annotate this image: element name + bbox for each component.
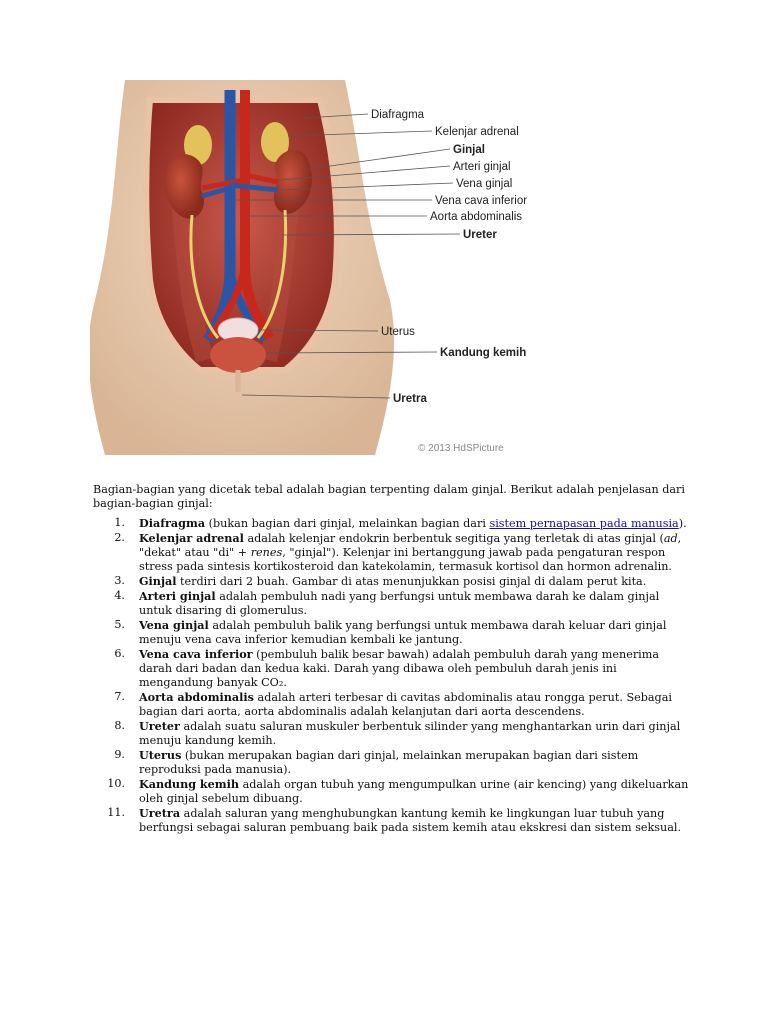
respiratory-system-link[interactable]: sistem pernapasan pada manusia: [489, 517, 679, 530]
label-vena-ginjal: Vena ginjal: [456, 178, 513, 190]
list-item: 3. Ginjal terdiri dari 2 buah. Gambar di atas menunjukkan posisi ginjal di dalam perut kita.: [114, 574, 647, 588]
anatomy-figure: [90, 70, 540, 460]
list-item: 7. Aorta abdominalis adalah arteri terbesar di cavitas abdominalis atau rongga perut. Sebagai bagian dari aorta, aorta abdominalis adalah kelanjutan dari aorta descendens.: [114, 690, 672, 718]
label-ginjal: Ginjal: [453, 144, 485, 156]
list-item: 11. Uretra adalah saluran yang menghubungkan kantung kemih ke lingkungan luar tubuh yang berfungsi sebagai saluran pembuang baik pada sistem kemih atau ekskresi dan sistem seksual.: [107, 806, 682, 834]
parts-list: [93, 516, 693, 835]
intro-paragraph: Bagian-bagian yang dicetak tebal adalah bagian terpenting dalam ginjal. Berikut adalah penjelasan dari bagian-bagian ginjal:: [93, 483, 685, 511]
label-arteri-ginjal: Arteri ginjal: [453, 161, 511, 173]
bladder: [210, 337, 266, 373]
label-vena-cava-inferior: Vena cava inferior: [435, 195, 528, 207]
list-item: 9. Uterus (bukan merupakan bagian dari ginjal, melainkan merupakan bagian dari sistem reproduksi pada manusia).: [114, 748, 639, 776]
label-uterus: Uterus: [381, 326, 415, 338]
list-item: 8. Ureter adalah suatu saluran muskuler berbentuk silinder yang menghantarkan urin dari ginjal menuju kandung kemih.: [114, 719, 681, 747]
list-item: 4. Arteri ginjal adalah pembuluh nadi yang berfungsi untuk membawa darah ke dalam ginjal untuk disaring di glomerulus.: [114, 589, 660, 617]
list-item: 10. Kandung kemih adalah organ tubuh yang mengumpulkan urine (air kencing) yang dikeluarkan oleh ginjal sebelum dibuang.: [107, 777, 689, 805]
label-uretra: Uretra: [393, 393, 427, 405]
copyright-notice: © 2013 HdSPicture: [418, 443, 504, 454]
list-item: 5. Vena ginjal adalah pembuluh balik yang berfungsi untuk membawa darah keluar dari ginjal menuju vena cava inferior kemudian kembali ke jantung.: [114, 618, 667, 646]
list-item: 2. Kelenjar adrenal adalah kelenjar endokrin berbentuk segitiga yang terletak di atas ginjal (ad, "dekat" atau "di" + renes, "ginjal"). Kelenjar ini bertanggung jawab pada pengaturan respon stress pada sintesis kortikosteroid dan katekolamin, termasuk kortisol dan hormon adrenalin.: [114, 531, 682, 573]
list-item: 6. Vena cava inferior (pembuluh balik besar bawah) adalah pembuluh darah yang menerima darah dari badan dan kedua kaki. Darah yang dibawa oleh pembuluh darah jenis ini mengandung banyak CO₂.: [114, 647, 660, 689]
label-diafragma: Diafragma: [371, 109, 425, 121]
list-item: 1. Diafragma (bukan bagian dari ginjal, melainkan bagian dari sistem pernapasan pada manusia).: [114, 516, 687, 530]
label-aorta-abdominalis: Aorta abdominalis: [430, 211, 523, 223]
label-kandung-kemih: Kandung kemih: [440, 347, 527, 359]
label-kelenjar-adrenal: Kelenjar adrenal: [435, 126, 519, 138]
label-ureter: Ureter: [463, 229, 497, 241]
